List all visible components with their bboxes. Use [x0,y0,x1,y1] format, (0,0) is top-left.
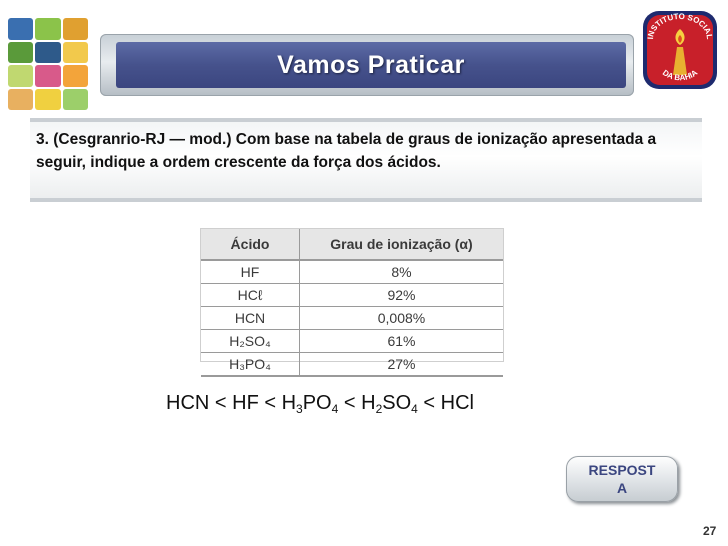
answer-subscript: 4 [331,402,339,416]
institute-logo-icon [641,9,719,91]
table-cell: 0,008% [300,307,504,330]
resposta-button[interactable] [566,456,678,502]
table-row [201,260,503,284]
table-cell: H₂SO₄ [201,330,300,353]
table-cell: HCN [201,307,300,330]
photo-collage [8,18,88,110]
table-cell: 92% [300,284,504,307]
table-header-cell: Ácido [201,229,300,260]
table-cell: 61% [300,330,504,353]
table-header-cell: Grau de ionização (α) [300,229,504,260]
answer-text [166,392,474,415]
resposta-button-label: RESPOSTA [588,462,656,496]
answer-part: HCN < HF < H [166,392,297,414]
table-cell: 27% [300,353,504,377]
logo-text-top: INSTITUTO SOCIAL [645,11,715,40]
title-banner [116,42,626,88]
table-cell: HF [201,260,300,284]
table-cell: 8% [300,260,504,284]
title-bar [100,34,634,96]
question-box [30,118,702,202]
table-row [201,353,503,377]
table-cell: HCℓ [201,284,300,307]
ionization-table [200,228,504,372]
table-cell: H₃PO₄ [201,353,300,377]
answer-subscript: 4 [411,402,418,416]
page-number: 27 [703,524,717,538]
answer-part: PO [302,392,332,414]
table-row [201,307,503,330]
question-text: 3. (Cesgranrio-RJ — mod.) Com base na tabela de graus de ionização apresentada a seguir, indique a ordem crescente da força dos ácidos. [36,131,657,171]
table-row [201,284,503,307]
answer-subscript: 3 [296,402,303,416]
answer-part: SO [382,392,412,414]
answer-part: < H [338,392,376,414]
answer-subscript: 2 [375,402,383,416]
table-header-row [201,229,503,260]
table-row [201,330,503,353]
answer-part: < HCl [417,392,474,414]
page-title: Vamos Praticar [277,50,465,79]
logo-text-bottom: DA BAHIA [660,68,700,83]
